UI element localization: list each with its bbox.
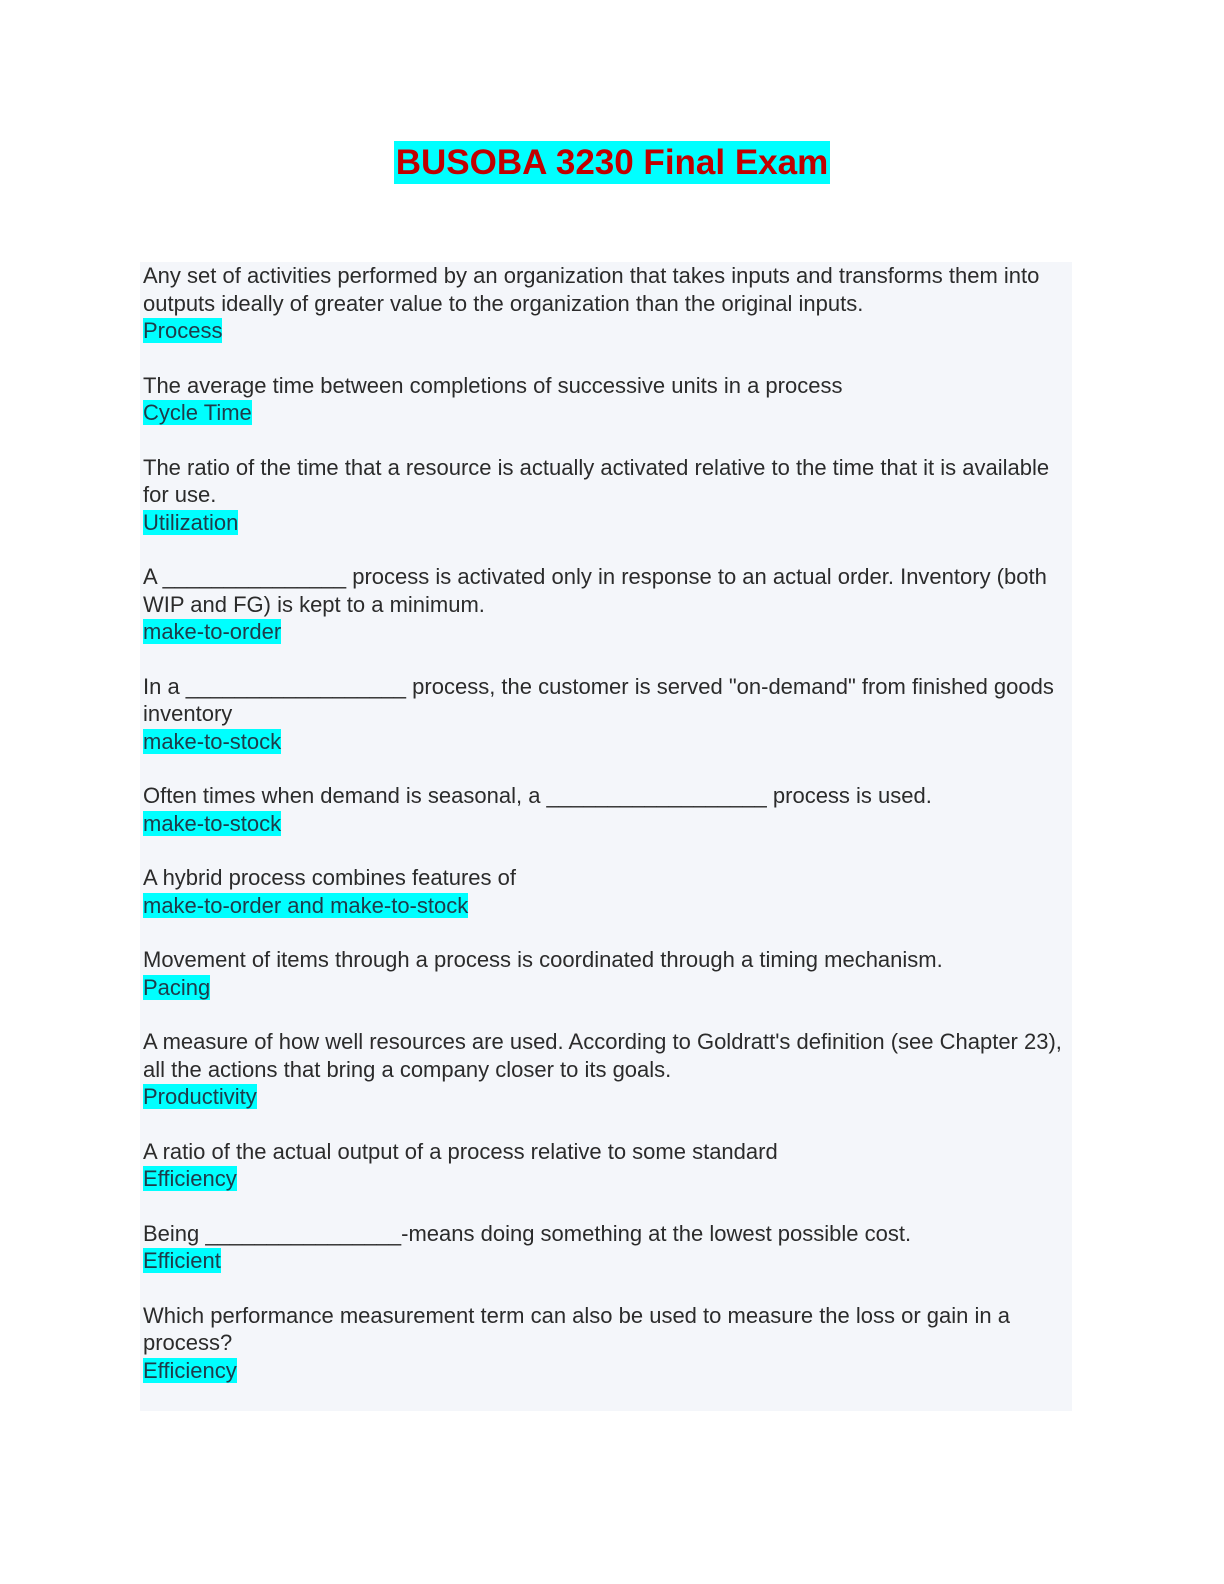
question-answer-item	[143, 454, 1066, 537]
answer-text: Efficiency	[143, 1166, 237, 1191]
answer-text: Pacing	[143, 974, 211, 1000]
question-text: The average time between completions of successive units in a process	[143, 372, 843, 398]
question-answer-item	[143, 864, 1066, 919]
question-text: Being ________________-means doing something at the lowest possible cost.	[143, 1220, 912, 1246]
question-text: A _______________ process is activated only in response to an actual order. Inventory (both WIP and FG) is kept to a minimum.	[143, 564, 1047, 617]
page-title: BUSOBA 3230 Final Exam	[395, 143, 829, 182]
answer-text: make-to-stock	[143, 810, 282, 836]
question-answer-item	[143, 1138, 1066, 1193]
question-text: In a __________________ process, the customer is served "on-demand" from finished goods inventory	[143, 673, 1054, 726]
title-container	[0, 141, 1224, 184]
question-answer-item	[143, 563, 1066, 646]
answer-text: Efficiency	[143, 1357, 237, 1383]
content-area	[140, 262, 1072, 1411]
question-text: Any set of activities performed by an organization that takes inputs and transforms them into outputs ideally of greater value to the organization than the original inputs.	[143, 263, 1040, 316]
answer-text: Productivity	[143, 1084, 257, 1109]
answer-text: Cycle Time	[143, 400, 252, 425]
answer-text: Process	[143, 318, 223, 343]
question-text: A measure of how well resources are used. According to Goldratt's definition (see Chapter 23), all the actions that bring a company closer to its goals.	[143, 1029, 1062, 1082]
question-text: Which performance measurement term can also be used to measure the loss or gain in a process?	[143, 1302, 1010, 1355]
question-text: Often times when demand is seasonal, a __________________ process is used.	[143, 783, 932, 808]
question-text: The ratio of the time that a resource is actually activated relative to the time that it is available for use.	[143, 454, 1050, 507]
question-answer-item	[143, 673, 1066, 756]
question-answer-item	[143, 1220, 1066, 1275]
question-answer-item	[143, 262, 1066, 345]
question-answer-item	[143, 1028, 1066, 1111]
answer-text: make-to-order	[143, 619, 282, 644]
question-answer-item	[143, 782, 1066, 837]
answer-text: make-to-stock	[143, 728, 282, 754]
answer-text: make-to-order and make-to-stock	[143, 892, 469, 918]
answer-text: Efficient	[143, 1248, 221, 1273]
question-text: A ratio of the actual output of a process relative to some standard	[143, 1138, 778, 1164]
question-text: A hybrid process combines features of	[143, 865, 516, 890]
answer-text: Utilization	[143, 509, 239, 535]
question-answer-list	[143, 262, 1066, 1384]
question-text: Movement of items through a process is coordinated through a timing mechanism.	[143, 947, 943, 972]
question-answer-item	[143, 372, 1066, 427]
question-answer-item	[143, 946, 1066, 1001]
question-answer-item	[143, 1302, 1066, 1385]
